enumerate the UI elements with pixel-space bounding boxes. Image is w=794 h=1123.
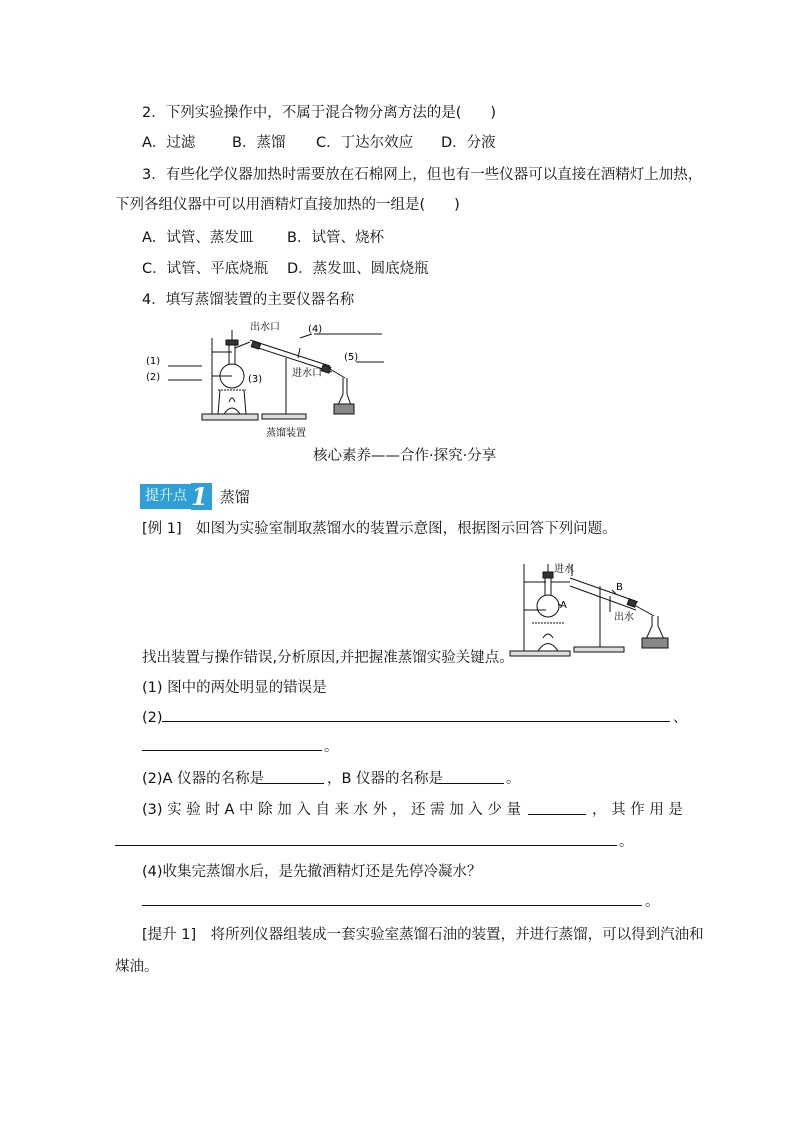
tisheng-badge	[140, 483, 250, 510]
tisheng-line2: 煤油。	[115, 959, 159, 975]
q3-option-d: D．蒸发皿、圆底烧瓶	[287, 261, 429, 277]
q2-stem: 2．下列实验操作中，不属于混合物分离方法的是( )	[142, 105, 497, 121]
answer-blank-1[interactable]	[162, 721, 670, 722]
answer-blank-q3-2[interactable]	[115, 845, 617, 846]
period-4: 。	[645, 894, 660, 910]
distillation-figure-2	[510, 560, 685, 660]
period-1: 。	[324, 739, 339, 755]
fig1-caption: 蒸馏装置	[266, 428, 306, 439]
q3-option-b: B．试管、烧杯	[287, 230, 384, 246]
q2-option-d: D．分液	[441, 135, 496, 151]
example-q1: (1) 图中的两处明显的错误是	[142, 680, 327, 696]
answer-blank-q3-1[interactable]	[528, 814, 586, 815]
fig2-label-b: B	[616, 582, 623, 593]
q3-stem-line1: 3．有些化学仪器加热时需要放在石棉网上，但也有一些仪器可以直接在酒精灯上加热，	[142, 167, 703, 183]
fig2-label-a: A	[560, 600, 567, 611]
fig2-in-water-label: 进水	[554, 564, 574, 575]
tisheng-line1: [提升 1] 将所列仪器组装成一套实验室蒸馏石油的装置，并进行蒸馏，可以得到汽油和	[142, 927, 704, 943]
example-q3-a: (3) 实 验 时 A 中 除 加 入 自 来 水 外 ， 还 需 加 入 少 量	[142, 802, 522, 818]
q2-option-b: B．蒸馏	[232, 135, 286, 151]
answer-blank-b-name[interactable]	[438, 783, 504, 784]
example-q2-mid: ，B 仪器的名称是	[327, 771, 444, 787]
badge-prefix: 提升点	[140, 484, 191, 509]
fig1-label-1: (1)	[146, 356, 161, 367]
q3-stem-line2: 下列各组仪器中可以用酒精灯直接加热的一组是( )	[115, 197, 460, 213]
section-title: 核心素养——合作·探究·分享	[313, 448, 497, 464]
example-q2: (2)A 仪器的名称是	[142, 771, 265, 787]
example-q1-prefix: (2)	[142, 710, 163, 726]
example-q3-b: ， 其 作 用 是	[592, 802, 683, 818]
q2-option-c: C．丁达尔效应	[316, 135, 414, 151]
fig1-in-water-label: 进水口	[292, 368, 322, 379]
fig1-label-2: (2)	[146, 372, 161, 383]
example-q1-sep: 、	[673, 710, 688, 726]
q3-option-a: A．试管、蒸发皿	[142, 230, 254, 246]
fig1-label-4: (4)	[308, 324, 323, 335]
badge-number: 1	[191, 483, 212, 510]
fig1-out-water-label: 出水口	[250, 322, 280, 333]
badge-label: 蒸馏	[219, 488, 250, 506]
fig2-out-water-label: 出水	[614, 612, 634, 623]
fig1-label-3: (3)	[248, 374, 263, 385]
answer-blank-2[interactable]	[142, 750, 322, 751]
example-find: 找出装置与操作错误,分析原因,并把握准蒸馏实验关键点。	[142, 650, 514, 666]
q3-option-c: C．试管、平底烧瓶	[142, 261, 269, 277]
answer-blank-a-name[interactable]	[258, 783, 324, 784]
example-q4: (4)收集完蒸馏水后，是先撤酒精灯还是先停冷凝水？	[142, 864, 482, 880]
period-2: 。	[506, 771, 521, 787]
answer-blank-q4[interactable]	[142, 905, 642, 906]
distillation-apparatus-figure	[140, 318, 400, 443]
fig1-label-5: (5)	[344, 352, 359, 363]
q2-option-a: A．过滤	[142, 135, 196, 151]
example-intro: [例 1] 如图为实验室制取蒸馏水的装置示意图，根据图示回答下列问题。	[142, 521, 617, 537]
period-3: 。	[619, 834, 634, 850]
q4-stem: 4．填写蒸馏装置的主要仪器名称	[142, 292, 355, 308]
